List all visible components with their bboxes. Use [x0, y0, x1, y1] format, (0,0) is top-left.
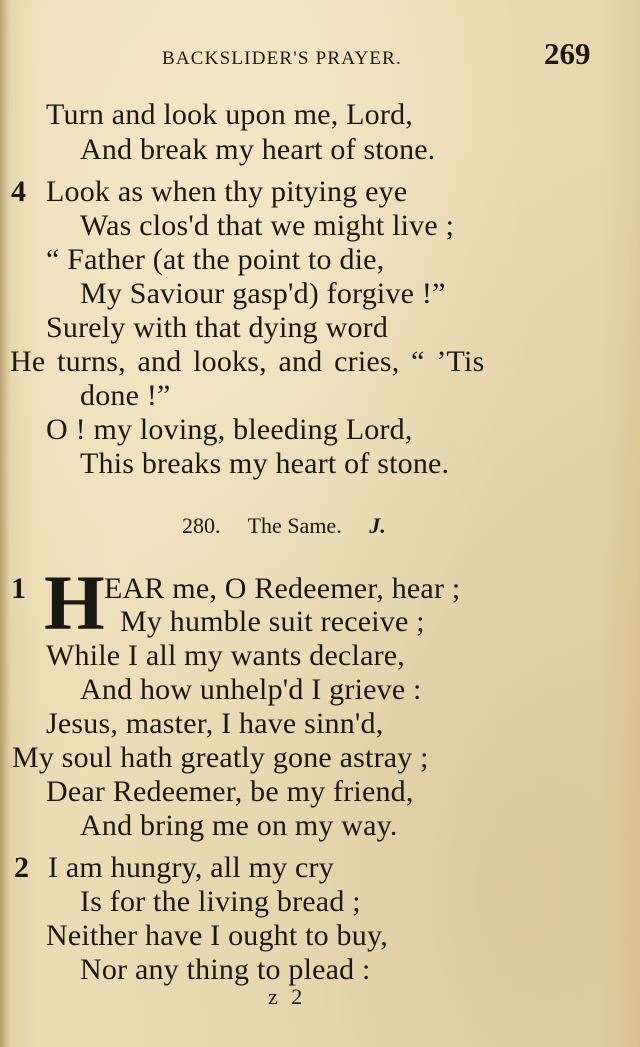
- verse-line: Jesus, master, I have sinn'd,: [46, 707, 384, 740]
- verse-line: My Saviour gasp'd) forgive !”: [80, 277, 446, 310]
- hymn-title: The Same.: [247, 513, 342, 538]
- stanza-number: 2: [14, 851, 29, 884]
- verse-line: Turn and look upon me, Lord,: [46, 98, 413, 131]
- stanza-number: 1: [11, 572, 26, 605]
- verse-line: “ Father (at the point to die,: [46, 243, 385, 276]
- verse-line: Is for the living bread ;: [80, 885, 361, 918]
- verse-line: He turns, and looks, and cries, “ ’Tis: [10, 345, 485, 378]
- running-title: BACKSLIDER'S PRAYER.: [162, 48, 402, 69]
- verse-line: This breaks my heart of stone.: [80, 447, 450, 480]
- signature-mark: z 2: [268, 984, 307, 1009]
- drop-cap: H: [44, 559, 105, 646]
- verse-line: And how unhelp'd I grieve :: [80, 673, 422, 706]
- verse-line: I am hungry, all my cry: [48, 851, 334, 884]
- verse-line: My soul hath greatly gone astray ;: [12, 741, 429, 774]
- verse-line: EAR me, O Redeemer, hear ;: [104, 572, 461, 605]
- stanza-number: 4: [11, 175, 26, 208]
- page-header: [0, 36, 640, 76]
- verse-line: Look as when thy pitying eye: [46, 175, 408, 208]
- verse-line: Was clos'd that we might live ;: [80, 209, 455, 242]
- verse-line: Nor any thing to plead :: [80, 953, 371, 986]
- hymn-heading: [182, 513, 386, 539]
- verse-line: Dear Redeemer, be my friend,: [46, 775, 414, 808]
- verse-line: O ! my loving, bleeding Lord,: [46, 413, 413, 446]
- verse-line: Surely with that dying word: [46, 311, 389, 344]
- page-gutter-shadow: [0, 0, 10, 1047]
- verse-line: While I all my wants declare,: [46, 639, 405, 672]
- verse-line: And bring me on my way.: [80, 809, 398, 842]
- hymn-number: 280.: [182, 513, 221, 538]
- hymn-author: J.: [369, 513, 386, 538]
- verse-line: My humble suit receive ;: [120, 605, 425, 638]
- verse-line: Neither have I ought to buy,: [46, 919, 388, 952]
- verse-line: done !”: [80, 379, 171, 412]
- verse-line: And break my heart of stone.: [80, 133, 436, 166]
- page-number: 269: [544, 36, 591, 71]
